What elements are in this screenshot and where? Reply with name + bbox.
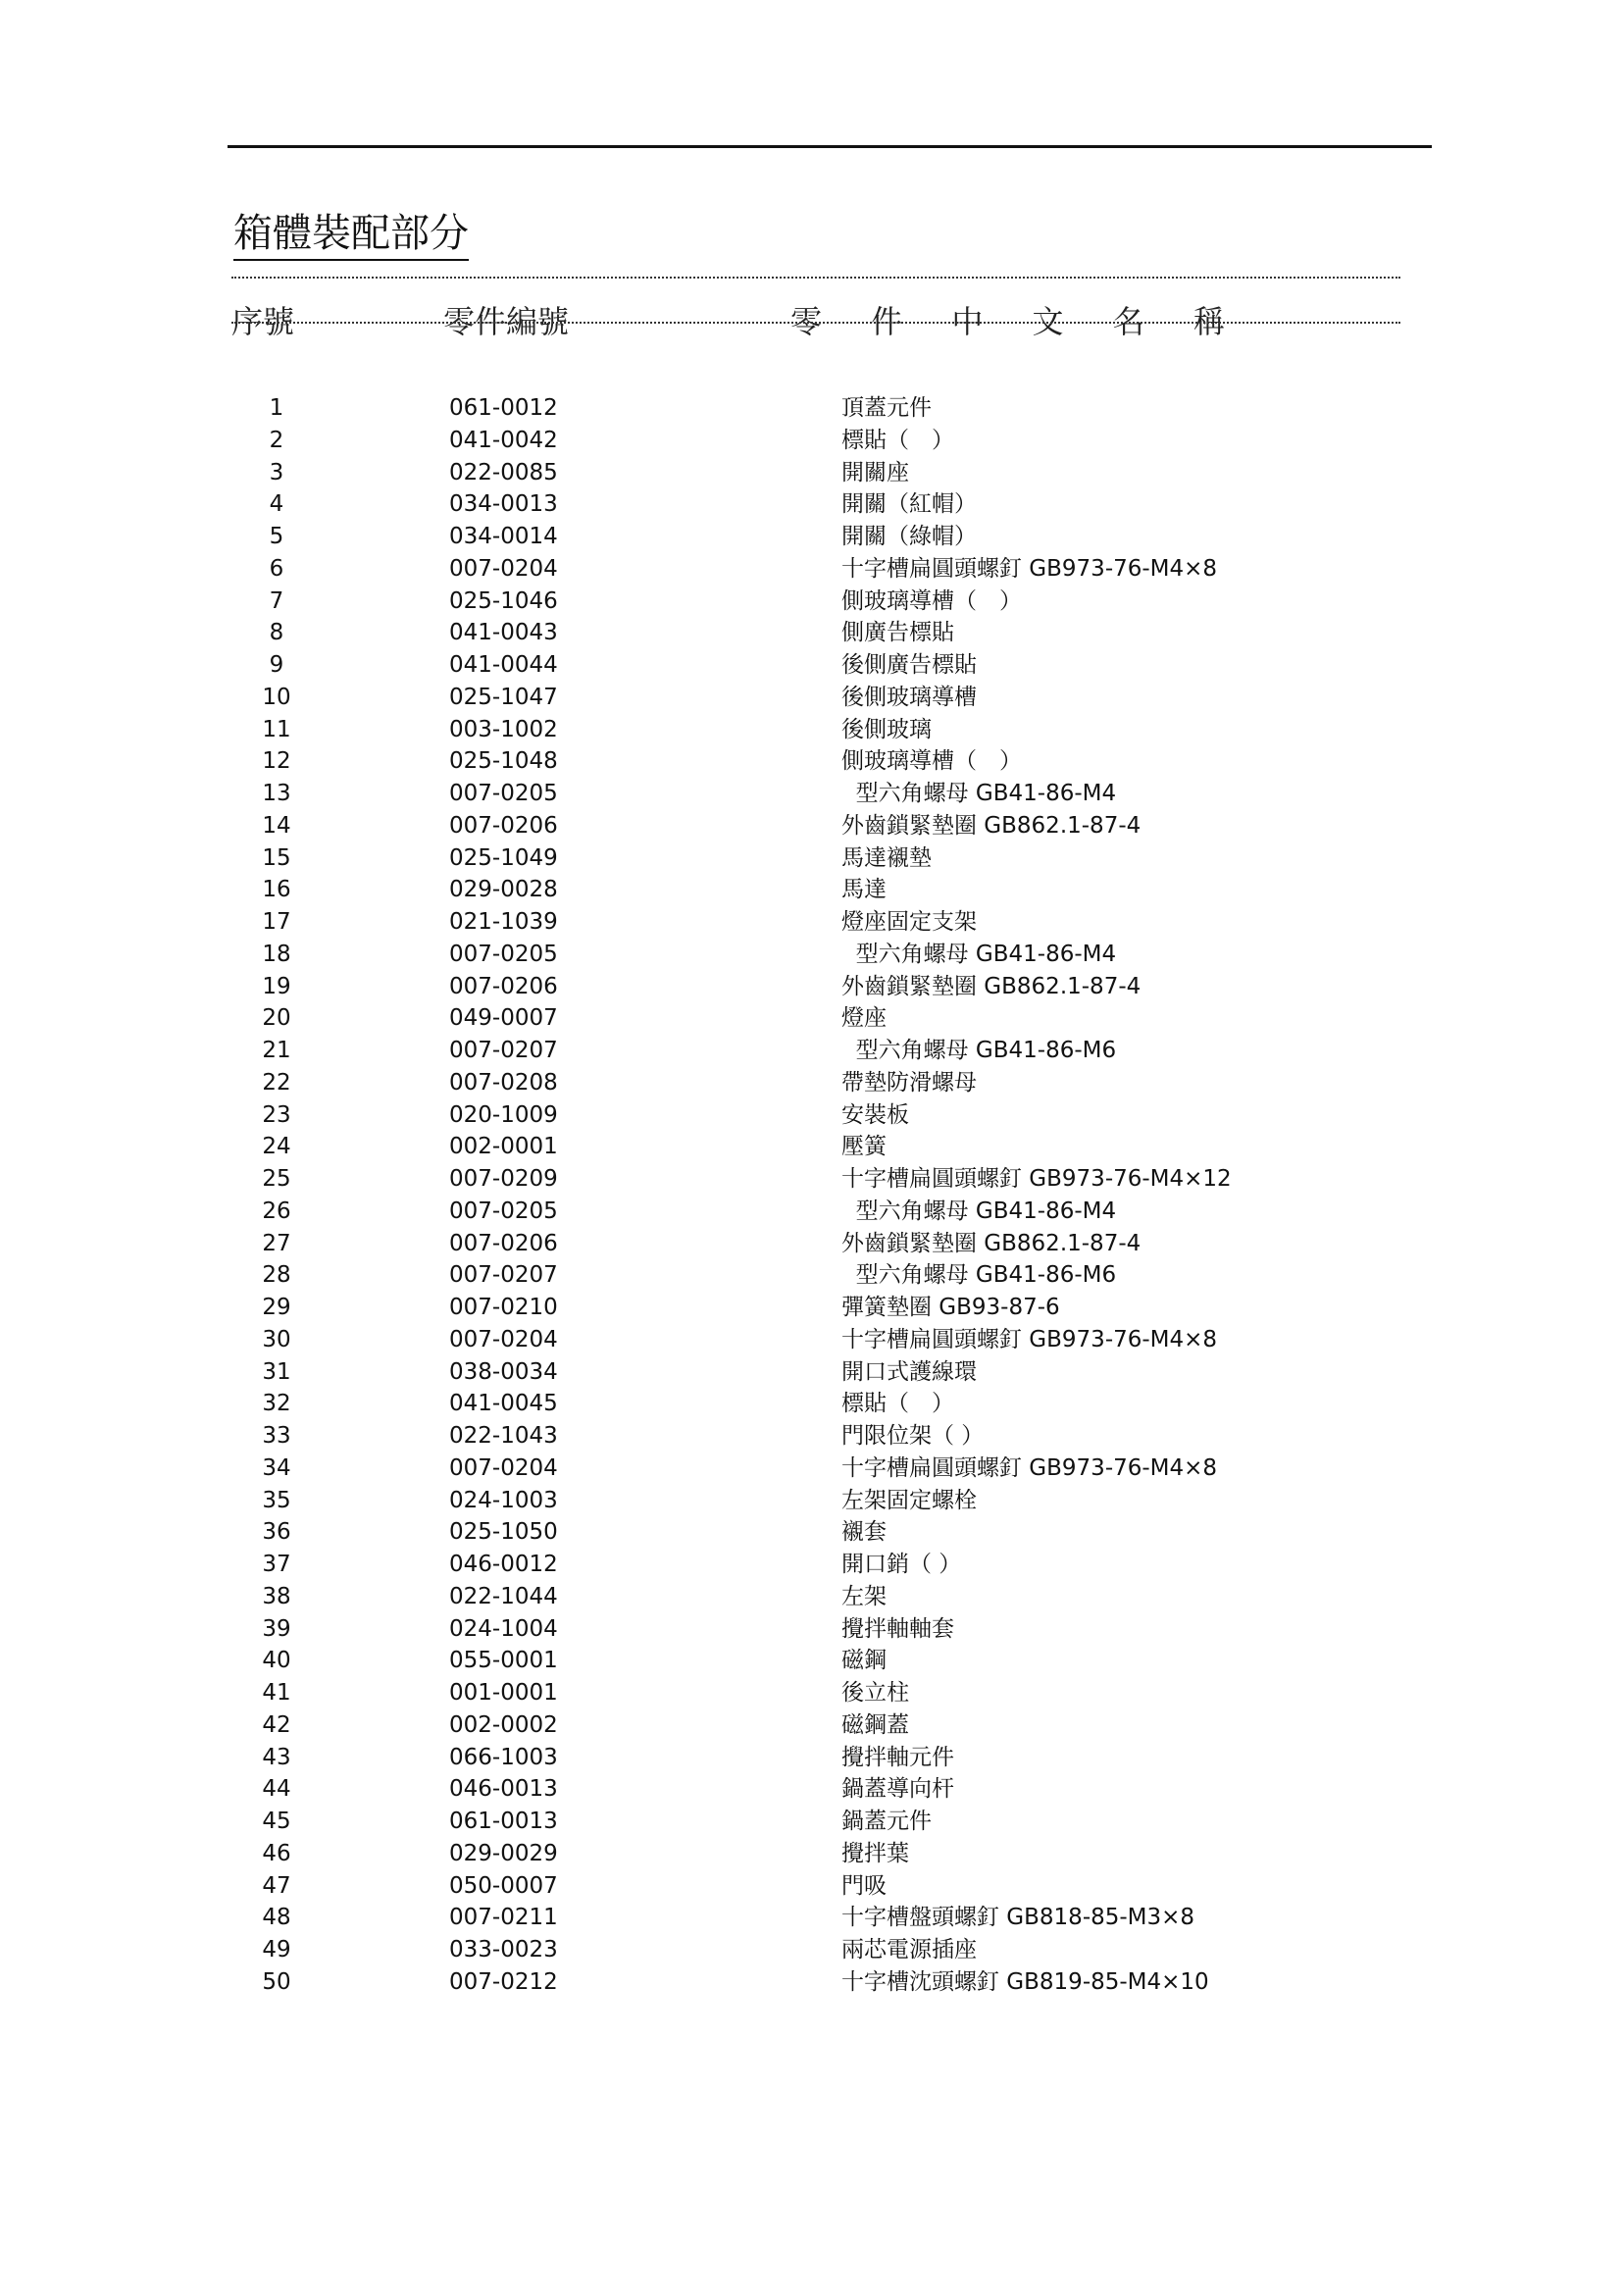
part-number: 001-0001	[449, 1680, 558, 1706]
row-number: 13	[262, 781, 291, 806]
part-name: 壓簧	[841, 1134, 887, 1160]
part-number: 007-0204	[449, 1326, 558, 1352]
column-header-part-no: 零件編號	[443, 303, 570, 340]
part-number: 061-0012	[449, 395, 558, 421]
table-row	[0, 425, 1624, 457]
part-number: 024-1003	[449, 1487, 558, 1513]
row-number: 26	[262, 1198, 291, 1224]
table-row	[0, 1902, 1624, 1934]
table-row	[0, 745, 1624, 778]
row-number: 28	[262, 1262, 291, 1289]
table-row	[0, 1677, 1624, 1709]
table-row	[0, 1613, 1624, 1646]
part-number: 007-0206	[449, 1230, 558, 1256]
part-number: 024-1004	[449, 1615, 558, 1642]
top-rule	[228, 145, 1432, 148]
table-row	[0, 1228, 1624, 1260]
row-number: 9	[269, 652, 284, 678]
part-number: 007-0211	[449, 1905, 558, 1931]
part-name: 磁鋼蓋	[841, 1711, 909, 1738]
part-name: 門吸	[841, 1872, 887, 1899]
part-number: 007-0207	[449, 1038, 558, 1063]
table-row	[0, 1934, 1624, 1966]
part-number: 050-0007	[449, 1872, 558, 1899]
row-number: 47	[262, 1872, 291, 1899]
part-number: 046-0012	[449, 1552, 558, 1577]
table-row	[0, 1838, 1624, 1870]
row-number: 25	[262, 1166, 291, 1192]
table-row	[0, 1773, 1624, 1806]
row-number: 16	[262, 877, 291, 903]
row-number: 23	[262, 1101, 291, 1128]
row-number: 34	[262, 1454, 291, 1481]
part-number: 041-0044	[449, 652, 558, 678]
table-row	[0, 457, 1624, 489]
title-underline	[233, 259, 469, 261]
table-row	[0, 1420, 1624, 1453]
table-row	[0, 1453, 1624, 1485]
part-number: 055-0001	[449, 1648, 558, 1674]
table-row	[0, 1002, 1624, 1035]
part-name: 型六角螺母 GB41-86-M6	[841, 1262, 1117, 1289]
row-number: 5	[269, 524, 284, 549]
row-number: 18	[262, 941, 291, 967]
part-number: 025-1049	[449, 844, 558, 871]
part-name: 門限位架（ ）	[841, 1423, 985, 1449]
part-name: 馬達襯墊	[841, 844, 932, 871]
part-name: 型六角螺母 GB41-86-M4	[841, 941, 1117, 967]
table-row	[0, 553, 1624, 586]
table-row	[0, 874, 1624, 906]
part-number: 025-1046	[449, 587, 558, 614]
part-name: 攪拌軸軸套	[841, 1615, 954, 1642]
table-row	[0, 1516, 1624, 1549]
header-dotted-rule-strike	[231, 322, 1400, 324]
table-row	[0, 971, 1624, 1003]
part-name: 標貼（ ）	[841, 427, 954, 453]
part-number: 022-1044	[449, 1583, 558, 1609]
table-row	[0, 1581, 1624, 1613]
table-row	[0, 1388, 1624, 1420]
part-number: 029-0028	[449, 877, 558, 903]
table-row	[0, 1324, 1624, 1356]
part-name: 鍋蓋導向杆	[841, 1776, 954, 1803]
table-row	[0, 488, 1624, 521]
part-number: 002-0002	[449, 1711, 558, 1738]
part-name: 十字槽扁圓頭螺釘 GB973-76-M4×8	[841, 555, 1218, 582]
row-number: 39	[262, 1615, 291, 1642]
part-number: 020-1009	[449, 1101, 558, 1128]
row-number: 24	[262, 1134, 291, 1160]
part-name: 鍋蓋元件	[841, 1809, 932, 1834]
row-number: 17	[262, 909, 291, 935]
part-number: 007-0205	[449, 1198, 558, 1224]
part-number: 007-0204	[449, 1454, 558, 1481]
row-number: 50	[262, 1968, 291, 1995]
part-name: 後側玻璃	[841, 716, 932, 742]
row-number: 49	[262, 1937, 291, 1963]
row-number: 3	[269, 459, 284, 485]
part-number: 041-0042	[449, 427, 558, 453]
row-number: 11	[262, 716, 291, 742]
row-number: 46	[262, 1840, 291, 1866]
row-number: 41	[262, 1680, 291, 1706]
part-number: 041-0043	[449, 620, 558, 646]
part-number: 007-0209	[449, 1166, 558, 1192]
table-row	[0, 1709, 1624, 1742]
part-name: 後立柱	[841, 1680, 909, 1706]
row-number: 7	[269, 587, 284, 614]
part-number: 007-0206	[449, 812, 558, 839]
table-row	[0, 1549, 1624, 1581]
part-number: 007-0204	[449, 555, 558, 582]
row-number: 42	[262, 1711, 291, 1738]
part-name: 攪拌葉	[841, 1840, 909, 1866]
part-number: 034-0014	[449, 524, 558, 549]
part-name: 十字槽扁圓頭螺釘 GB973-76-M4×12	[841, 1166, 1232, 1192]
table-row	[0, 1163, 1624, 1196]
part-name: 側玻璃導槽（ ）	[841, 748, 1022, 775]
part-number: 007-0210	[449, 1295, 558, 1320]
part-name: 左架固定螺栓	[841, 1487, 977, 1513]
table-row	[0, 939, 1624, 971]
table-row	[0, 1067, 1624, 1099]
part-name: 磁鋼	[841, 1648, 887, 1674]
row-number: 15	[262, 844, 291, 871]
part-name: 帶墊防滑螺母	[841, 1069, 977, 1096]
part-number: 007-0208	[449, 1069, 558, 1096]
part-name: 外齒鎖緊墊圈 GB862.1-87-4	[841, 1230, 1142, 1256]
part-name: 攪拌軸元件	[841, 1744, 954, 1770]
part-name: 開關座	[841, 459, 909, 485]
part-number: 025-1047	[449, 684, 558, 710]
table-row	[0, 617, 1624, 649]
part-number: 022-0085	[449, 459, 558, 485]
row-number: 27	[262, 1230, 291, 1256]
row-number: 22	[262, 1069, 291, 1096]
part-name: 外齒鎖緊墊圈 GB862.1-87-4	[841, 973, 1142, 999]
part-number: 049-0007	[449, 1005, 558, 1032]
table-row	[0, 392, 1624, 425]
table-row	[0, 682, 1624, 714]
row-number: 37	[262, 1552, 291, 1577]
part-name: 頂蓋元件	[841, 395, 932, 421]
table-row	[0, 842, 1624, 875]
part-name: 十字槽盤頭螺釘 GB818-85-M3×8	[841, 1905, 1195, 1931]
column-header-name: 零 件 中 文 名 稱	[790, 303, 1244, 340]
part-number: 025-1050	[449, 1519, 558, 1546]
part-name: 標貼（ ）	[841, 1391, 954, 1417]
row-number: 19	[262, 973, 291, 999]
part-name: 十字槽扁圓頭螺釘 GB973-76-M4×8	[841, 1454, 1218, 1481]
part-name: 開口銷（ ）	[841, 1552, 962, 1577]
part-number: 007-0205	[449, 781, 558, 806]
table-row	[0, 1966, 1624, 1999]
part-name: 左架	[841, 1583, 887, 1609]
table-row	[0, 1356, 1624, 1389]
part-name: 後側玻璃導槽	[841, 684, 977, 710]
header-dotted-rule-top	[231, 277, 1400, 279]
part-number: 025-1048	[449, 748, 558, 775]
part-number: 061-0013	[449, 1809, 558, 1834]
table-row	[0, 1870, 1624, 1903]
part-name: 馬達	[841, 877, 887, 903]
section-title: 箱體裝配部分	[233, 211, 469, 256]
part-name: 彈簧墊圈 GB93-87-6	[841, 1295, 1060, 1320]
part-name: 開關（紅帽）	[841, 491, 977, 518]
part-number: 021-1039	[449, 909, 558, 935]
table-row	[0, 586, 1624, 618]
part-name: 外齒鎖緊墊圈 GB862.1-87-4	[841, 812, 1142, 839]
table-row	[0, 1196, 1624, 1228]
part-name: 安裝板	[841, 1101, 909, 1128]
row-number: 45	[262, 1809, 291, 1834]
row-number: 33	[262, 1423, 291, 1449]
table-row	[0, 1035, 1624, 1067]
row-number: 40	[262, 1648, 291, 1674]
part-number: 046-0013	[449, 1776, 558, 1803]
row-number: 4	[269, 491, 284, 518]
part-number: 007-0207	[449, 1262, 558, 1289]
row-number: 20	[262, 1005, 291, 1032]
part-number: 003-1002	[449, 716, 558, 742]
table-row	[0, 1131, 1624, 1163]
row-number: 36	[262, 1519, 291, 1546]
table-row	[0, 1292, 1624, 1324]
table-row	[0, 1645, 1624, 1677]
part-name: 十字槽扁圓頭螺釘 GB973-76-M4×8	[841, 1326, 1218, 1352]
part-number: 007-0212	[449, 1968, 558, 1995]
table-row	[0, 714, 1624, 746]
row-number: 2	[269, 427, 284, 453]
part-name: 襯套	[841, 1519, 887, 1546]
part-name: 兩芯電源插座	[841, 1937, 977, 1963]
table-row	[0, 521, 1624, 553]
part-name: 開口式護線環	[841, 1358, 977, 1385]
table-row	[0, 1099, 1624, 1132]
table-row	[0, 810, 1624, 842]
row-number: 10	[262, 684, 291, 710]
row-number: 31	[262, 1358, 291, 1385]
part-number: 002-0001	[449, 1134, 558, 1160]
table-row	[0, 1806, 1624, 1838]
table-row	[0, 778, 1624, 810]
table-row	[0, 1742, 1624, 1774]
part-number: 029-0029	[449, 1840, 558, 1866]
part-number: 022-1043	[449, 1423, 558, 1449]
part-number: 033-0023	[449, 1937, 558, 1963]
row-number: 1	[269, 395, 284, 421]
part-name: 燈座	[841, 1005, 887, 1032]
row-number: 30	[262, 1326, 291, 1352]
part-name: 燈座固定支架	[841, 909, 977, 935]
part-number: 007-0206	[449, 973, 558, 999]
table-row	[0, 1485, 1624, 1517]
row-number: 38	[262, 1583, 291, 1609]
part-number: 034-0013	[449, 491, 558, 518]
table-row	[0, 906, 1624, 939]
part-name: 側廣告標貼	[841, 620, 954, 646]
part-name: 開關（綠帽）	[841, 524, 977, 549]
row-number: 43	[262, 1744, 291, 1770]
row-number: 29	[262, 1295, 291, 1320]
row-number: 14	[262, 812, 291, 839]
part-name: 後側廣告標貼	[841, 652, 977, 678]
row-number: 12	[262, 748, 291, 775]
part-number: 007-0205	[449, 941, 558, 967]
row-number: 6	[269, 555, 284, 582]
row-number: 8	[269, 620, 284, 646]
row-number: 44	[262, 1776, 291, 1803]
part-name: 型六角螺母 GB41-86-M6	[841, 1038, 1117, 1063]
parts-table-body	[0, 392, 1624, 1999]
row-number: 32	[262, 1391, 291, 1417]
part-number: 038-0034	[449, 1358, 558, 1385]
part-name: 型六角螺母 GB41-86-M4	[841, 1198, 1117, 1224]
row-number: 48	[262, 1905, 291, 1931]
part-name: 十字槽沈頭螺釘 GB819-85-M4×10	[841, 1968, 1209, 1995]
part-name: 型六角螺母 GB41-86-M4	[841, 781, 1117, 806]
part-number: 066-1003	[449, 1744, 558, 1770]
row-number: 21	[262, 1038, 291, 1063]
table-row	[0, 649, 1624, 682]
column-header-no: 序號	[231, 303, 295, 340]
table-row	[0, 1259, 1624, 1292]
part-number: 041-0045	[449, 1391, 558, 1417]
part-name: 側玻璃導槽（ ）	[841, 587, 1022, 614]
row-number: 35	[262, 1487, 291, 1513]
